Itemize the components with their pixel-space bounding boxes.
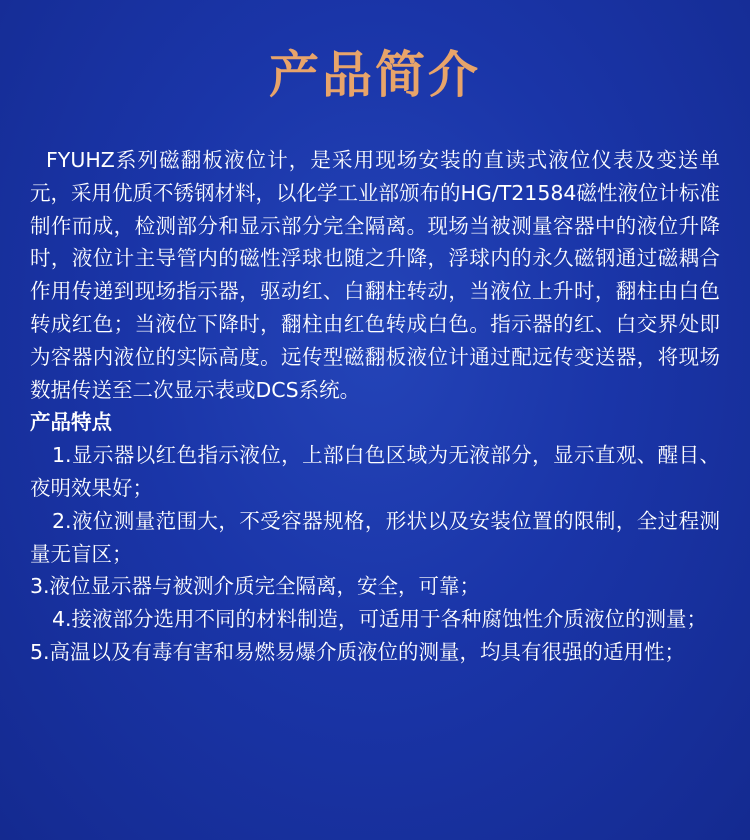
feature-item-5: 5.高温以及有毒有害和易燃易爆介质液位的测量，均具有很强的适用性； [30, 639, 686, 664]
feature-item-3: 3.液位显示器与被测介质完全隔离，安全，可靠； [30, 574, 481, 599]
page-title: 产品简介 [269, 46, 481, 104]
intro-paragraph: FYUHZ系列磁翻板液位计，是采用现场安装的直读式液位仪表及变送单元，采用优质不锈钢材料，以化学工业部颁布的HG/T21584磁性液位计标准制作而成，检测部分和显示部分完全隔离。现场当被测量容器中的液位升降时，液位计主导管内的磁性浮球也随之升降，浮球内的永久磁钢通过磁耦合作用传递到现场指示器，驱动红、白翻柱转动，当液位上升时，翻柱由白色转成红色；当液位下降时，翻柱由红色转成白色。指示器的红、白交界处即为容器内液位的实际高度。远传型磁翻板液位计通过配远传变送器，将现场数据传送至二次显示表或DCS系统。 [30, 148, 720, 402]
content-body [30, 144, 720, 669]
features-heading: 产品特点 [30, 410, 112, 435]
feature-item-2: 2.液位测量范围大，不受容器规格，形状以及安装位置的限制，全过程测量无盲区； [30, 508, 720, 566]
feature-item-4: 4.接液部分选用不同的材料制造，可适用于各种腐蚀性介质液位的测量； [52, 607, 708, 632]
feature-item-1: 1.显示器以红色指示液位，上部白色区域为无液部分，显示直观、醒目、夜明效果好； [30, 443, 720, 500]
